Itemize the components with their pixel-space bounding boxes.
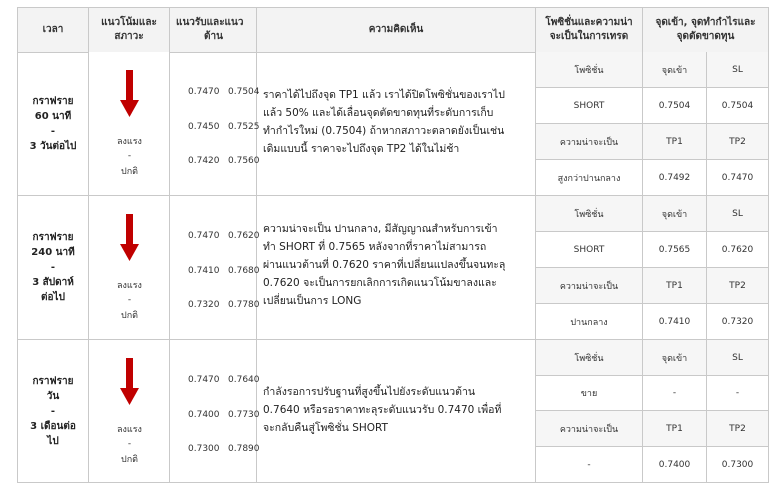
sl-value: -: [735, 388, 740, 398]
grid-label: TP2: [729, 136, 746, 147]
grid-row: [536, 411, 768, 447]
down-arrow-icon: [120, 214, 139, 262]
probability-value: สูงกว่าปานกลาง: [536, 160, 643, 195]
position-value: SHORT: [536, 88, 643, 123]
header-trend: แนวโน้มและ สภาวะ: [89, 8, 170, 52]
entry-value: 0.7504: [643, 88, 707, 123]
grid-label: TP2: [729, 280, 746, 291]
grid-row: [536, 160, 768, 195]
trend-separator: -: [127, 295, 132, 305]
entry-value: -: [643, 376, 707, 410]
support-level: 0.7470: [188, 231, 220, 241]
tp2-value: 0.7320: [721, 316, 754, 327]
support-level: 0.7320: [188, 300, 220, 310]
grid-label: TP1: [643, 268, 707, 303]
comment-text: ราคาได้ไปถึงจุด TP1 แล้ว เราได้ปิดโพซิชั่นของเราไป แล้ว 50% และได้เลื่อนจุดตัดขาดทุนที่ระดับการเก็บ ทำกำไรใหม่ (0.7504) ถ้าหากสภาวะตลาดยังเป็นเช่น เดิมแบบนี้ ราคาจะไปถึงจุด TP2 ได้ในไม่ช้า: [263, 89, 505, 155]
comment-cell: [257, 52, 536, 195]
timeframe-cell: กราฟราย 60 นาที - 3 วันต่อไป: [18, 52, 89, 195]
grid-label: TP2: [729, 423, 746, 434]
trend-strength: ลงแรง: [117, 425, 142, 435]
table-header: [18, 8, 768, 53]
trend-cell: [89, 52, 170, 195]
position-value: SHORT: [536, 232, 643, 267]
down-arrow-icon: [120, 70, 139, 118]
grid-row: [536, 304, 768, 339]
support-level: 0.7470: [188, 375, 220, 385]
header-entry: จุดเข้า, จุดทำกำไรและ จุดตัดขาดทุน: [655, 17, 756, 42]
grid-row: [536, 88, 768, 124]
grid-label: TP1: [643, 124, 707, 159]
trend-cell: [89, 340, 170, 482]
resistance-level: 0.7730: [228, 410, 260, 420]
grid-row: [536, 447, 768, 482]
grid-row: [536, 340, 768, 376]
tp1-value: 0.7400: [643, 447, 707, 482]
grid-label: SL: [732, 208, 743, 219]
grid-label: จุดเข้า: [643, 52, 707, 87]
tp1-value: 0.7492: [643, 160, 707, 195]
resistance-level: 0.7890: [228, 444, 260, 454]
sl-value: 0.7620: [721, 244, 754, 255]
comment-cell: [257, 196, 536, 339]
trend-separator: -: [127, 151, 132, 161]
grid-label: SL: [732, 64, 743, 75]
grid-label: ความน่าจะเป็น: [536, 124, 643, 159]
resistance-level: 0.7560: [228, 156, 260, 166]
grid-label: จุดเข้า: [643, 196, 707, 231]
table-row: [18, 52, 768, 196]
position-grid: [536, 196, 768, 339]
header-position: โพซิชั่นและความน่า จะเป็นในการเทรด: [536, 8, 643, 52]
down-arrow-icon: [120, 358, 139, 406]
resistance-level: 0.7504: [228, 87, 260, 97]
header-levels: แนวรับและแนว ต้าน: [170, 8, 257, 52]
grid-label: โพซิชั่น: [536, 52, 643, 87]
grid-row: [536, 196, 768, 232]
probability-value: -: [536, 447, 643, 482]
support-level: 0.7400: [188, 410, 220, 420]
support-level: 0.7470: [188, 87, 220, 97]
resistance-level: 0.7640: [228, 375, 260, 385]
resistance-level: 0.7620: [228, 231, 260, 241]
levels-cell: [170, 52, 260, 195]
table-row: [18, 340, 768, 482]
grid-label: SL: [732, 352, 743, 363]
trend-state: ปกติ: [120, 167, 138, 177]
position-grid: [536, 340, 768, 482]
support-level: 0.7450: [188, 122, 220, 132]
table-row: [18, 196, 768, 340]
levels-cell: [170, 340, 260, 482]
trend-state: ปกติ: [120, 311, 138, 321]
tp2-value: 0.7470: [721, 172, 754, 183]
timeframe-cell: กราฟราย 240 นาที - 3 สัปดาห์ ต่อไป: [18, 196, 89, 339]
support-level: 0.7300: [188, 444, 220, 454]
support-level: 0.7420: [188, 156, 220, 166]
grid-label: TP1: [643, 411, 707, 446]
resistance-level: 0.7780: [228, 300, 260, 310]
trend-cell: [89, 196, 170, 339]
position-value: ขาย: [536, 376, 643, 410]
trend-strength: ลงแรง: [117, 281, 142, 291]
resistance-level: 0.7525: [228, 122, 260, 132]
header-time: เวลา: [18, 8, 89, 52]
grid-row: [536, 232, 768, 268]
comment-cell: [257, 340, 536, 482]
grid-label: โพซิชั่น: [536, 196, 643, 231]
entry-value: 0.7565: [643, 232, 707, 267]
resistance-level: 0.7680: [228, 266, 260, 276]
trend-state: ปกติ: [120, 455, 138, 465]
grid-row: [536, 52, 768, 88]
trend-strength: ลงแรง: [117, 137, 142, 147]
position-grid: [536, 52, 768, 195]
grid-row: [536, 268, 768, 304]
grid-label: โพซิชั่น: [536, 340, 643, 375]
grid-row: [536, 124, 768, 160]
sl-value: 0.7504: [721, 100, 754, 111]
grid-label: จุดเข้า: [643, 340, 707, 375]
trading-analysis-table: [17, 7, 769, 483]
grid-label: ความน่าจะเป็น: [536, 411, 643, 446]
grid-label: ความน่าจะเป็น: [536, 268, 643, 303]
trend-separator: -: [127, 439, 132, 449]
comment-text: ความน่าจะเป็น ปานกลาง, มีสัญญาณสำหรับการเข้า ทำ SHORT ที่ 0.7565 หลังจากที่ราคาไม่สามารถ ผ่านแนวต้านที่ 0.7620 ราคาที่เปลี่ยนแปลงขึ้นจนทะลุ 0.7620 จะเป็นการยกเลิกการเกิดแนวโน้มขาลงและ เปลี่ยนเป็นการ LONG: [263, 223, 506, 307]
timeframe-cell: กราฟราย วัน - 3 เดือนต่อ ไป: [18, 340, 89, 482]
levels-cell: [170, 196, 260, 339]
comment-text: กำลังรอการปรับฐานที่สูงขึ้นไปยังระดับแนวต้าน 0.7640 หรือรอราคาทะลุระดับแนวรับ 0.7470 เพื่อที่ จะกลับคืนสู่โพซิชั่น SHORT: [263, 386, 502, 434]
probability-value: ปานกลาง: [536, 304, 643, 339]
tp1-value: 0.7410: [643, 304, 707, 339]
grid-row: [536, 376, 768, 411]
header-comment: ความคิดเห็น: [257, 8, 536, 52]
tp2-value: 0.7300: [721, 459, 754, 470]
support-level: 0.7410: [188, 266, 220, 276]
